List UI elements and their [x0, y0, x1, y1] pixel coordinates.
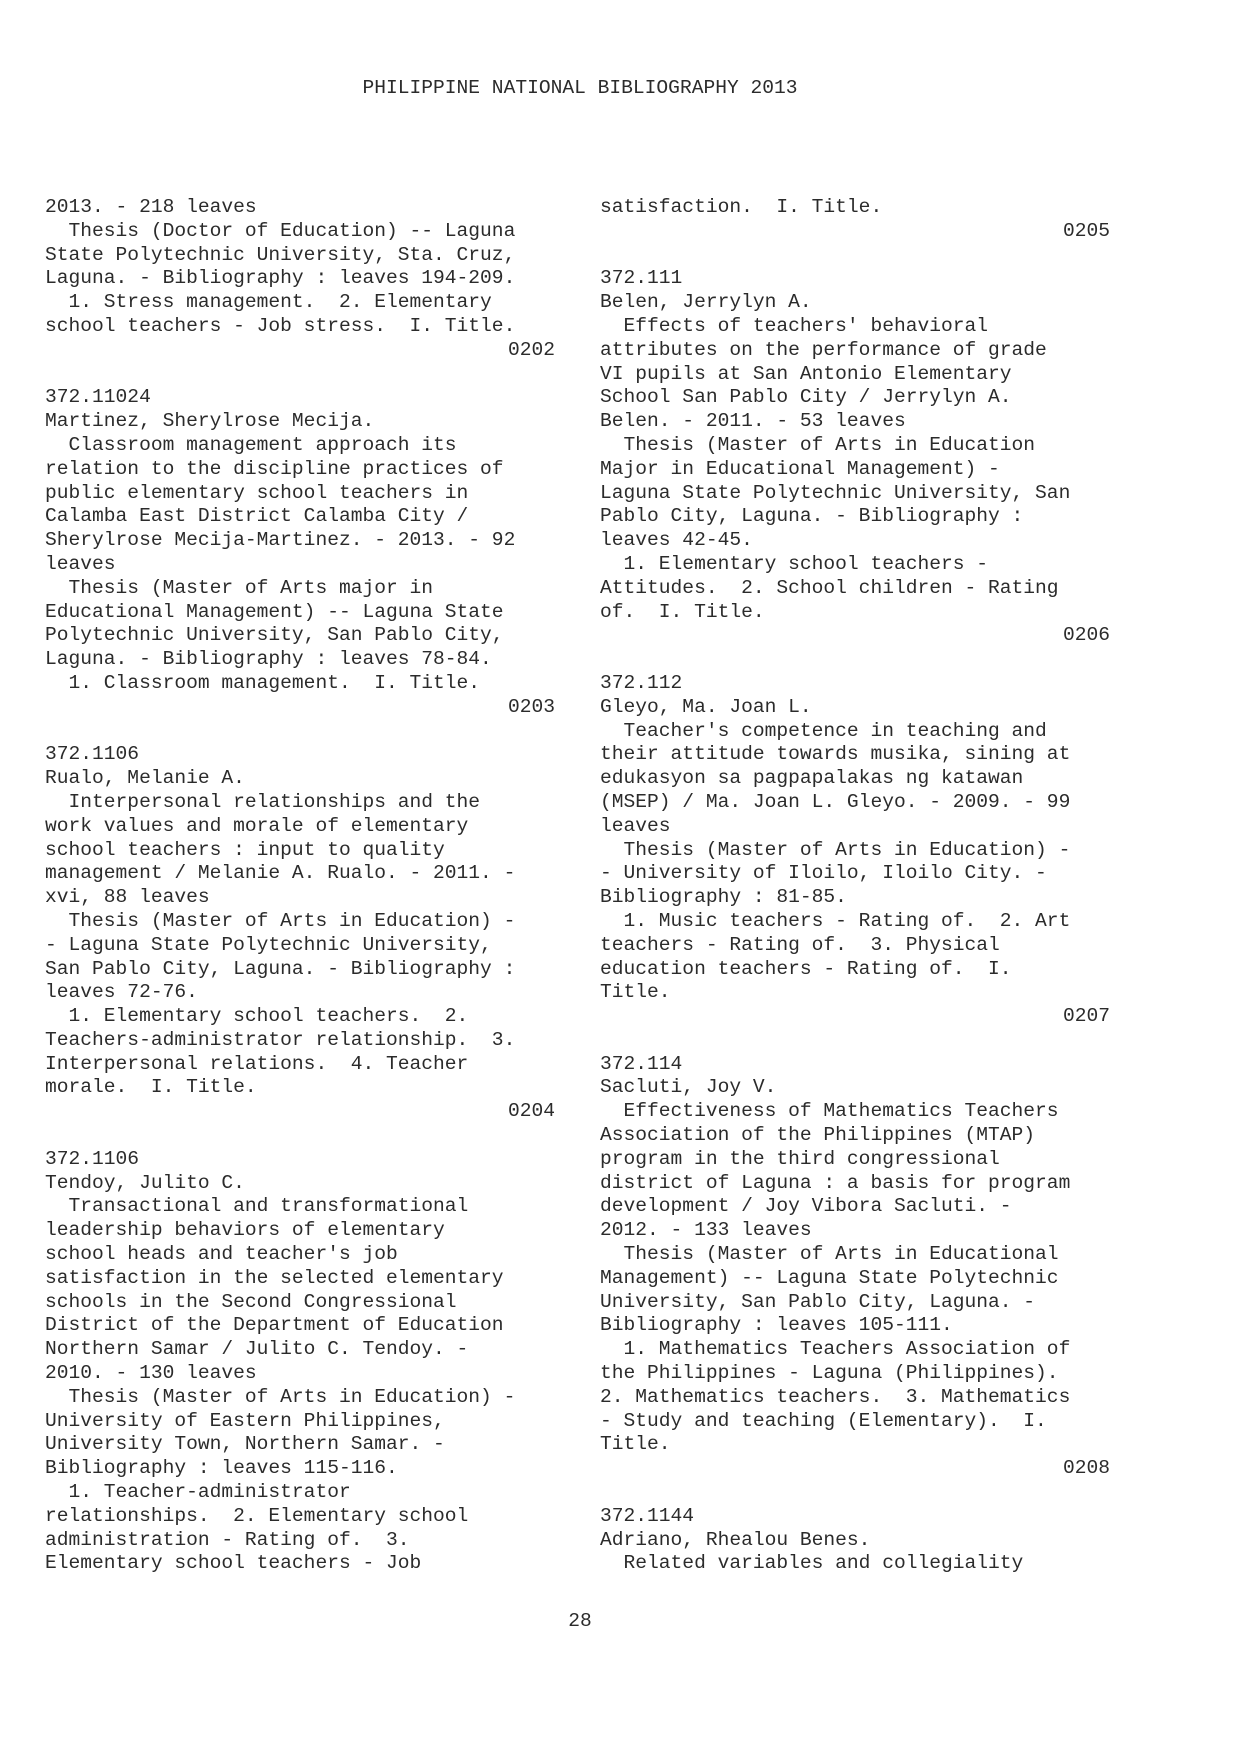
text-line: the Philippines - Laguna (Philippines).	[600, 1362, 1059, 1385]
blank-line	[600, 244, 1110, 268]
text-line: Effects of teachers' behavioral	[600, 314, 989, 337]
text-line: leaves	[45, 552, 116, 575]
text-line: Attitudes. 2. School children - Rating	[600, 576, 1059, 599]
text-line: district of Laguna : a basis for program	[600, 1171, 1071, 1194]
text-line: program in the third congressional	[600, 1147, 1000, 1170]
text-line: satisfaction in the selected elementary	[45, 1266, 504, 1289]
text-line: Thesis (Master of Arts in Educational	[600, 1243, 1059, 1266]
text-line: 372.112	[600, 671, 683, 694]
text-line: leaves	[600, 814, 671, 837]
text-line: Belen, Jerrylyn A.	[600, 291, 812, 314]
text-line: University Town, Northern Samar. -	[45, 1433, 445, 1456]
blank-line	[45, 720, 555, 744]
text-line: Sherylrose Mecija-Martinez. - 2013. - 92	[45, 529, 516, 552]
text-line: Laguna. - Bibliography : leaves 78-84.	[45, 648, 492, 671]
text-line: Classroom management approach its	[45, 433, 457, 456]
text-line: Interpersonal relations. 4. Teacher	[45, 1052, 469, 1075]
text-line: education teachers - Rating of. I.	[600, 957, 1012, 980]
text-line: Adriano, Rhealou Benes.	[600, 1528, 871, 1551]
text-line: management / Melanie A. Rualo. - 2011. -	[45, 862, 516, 885]
text-line: 372.1144	[600, 1504, 695, 1527]
entry-number: 0202	[507, 338, 555, 361]
text-line: 1. Stress management. 2. Elementary	[45, 291, 492, 314]
text-line: 372.111	[600, 267, 683, 290]
entry-number: 0208	[1062, 1457, 1110, 1480]
text-line: San Pablo City, Laguna. - Bibliography :	[45, 957, 516, 980]
text-line: relationships. 2. Elementary school	[45, 1504, 469, 1527]
text-line: Related variables and collegiality	[600, 1552, 1024, 1575]
text-line: 372.114	[600, 1052, 683, 1075]
text-line: Pablo City, Laguna. - Bibliography :	[600, 505, 1024, 528]
text-line: Laguna State Polytechnic University, San	[600, 481, 1071, 504]
text-line: Effectiveness of Mathematics Teachers	[600, 1100, 1059, 1123]
text-line: their attitude towards musika, sining at	[600, 743, 1071, 766]
text-line: Laguna. - Bibliography : leaves 194-209.	[45, 267, 516, 290]
text-line: 372.1106	[45, 1147, 140, 1170]
text-line: Bibliography : leaves 105-111.	[600, 1314, 953, 1337]
text-line: Educational Management) -- Laguna State	[45, 600, 504, 623]
text-line: Thesis (Master of Arts in Education) -	[600, 838, 1071, 861]
entry-number: 0204	[507, 1100, 555, 1123]
text-line: leaves 42-45.	[600, 529, 753, 552]
blank-line	[600, 648, 1110, 672]
text-line: 1. Teacher-administrator	[45, 1481, 351, 1504]
text-line: Title.	[600, 981, 671, 1004]
text-line: school teachers : input to quality	[45, 838, 445, 861]
blank-line	[600, 1481, 1110, 1505]
text-line: VI pupils at San Antonio Elementary	[600, 362, 1012, 385]
text-line: Thesis (Master of Arts in Education) -	[45, 1385, 516, 1408]
text-line: 2012. - 133 leaves	[600, 1219, 812, 1242]
text-line: morale. I. Title.	[45, 1076, 257, 1099]
text-line: University, San Pablo City, Laguna. -	[600, 1290, 1036, 1313]
entry-number: 0203	[507, 695, 555, 718]
text-line: 2. Mathematics teachers. 3. Mathematics	[600, 1385, 1071, 1408]
text-line: leaves 72-76.	[45, 981, 198, 1004]
text-line: 1. Elementary school teachers. 2.	[45, 1005, 469, 1028]
text-line: Transactional and transformational	[45, 1195, 469, 1218]
entry-number: 0207	[1062, 1005, 1110, 1028]
text-line: teachers - Rating of. 3. Physical	[600, 933, 1000, 956]
text-line: 1. Music teachers - Rating of. 2. Art	[600, 909, 1071, 932]
text-line: Polytechnic University, San Pablo City,	[45, 624, 504, 647]
text-line: Tendoy, Julito C.	[45, 1171, 245, 1194]
text-line: 1. Elementary school teachers -	[600, 552, 989, 575]
text-line: - University of Iloilo, Iloilo City. -	[600, 862, 1047, 885]
text-line: 1. Classroom management. I. Title.	[45, 671, 481, 694]
text-line: Gleyo, Ma. Joan L.	[600, 695, 812, 718]
text-line: satisfaction. I. Title.	[600, 196, 883, 218]
blank-line	[45, 1124, 555, 1148]
page-header: PHILIPPINE NATIONAL BIBLIOGRAPHY 2013	[362, 77, 798, 99]
text-line: (MSEP) / Ma. Joan L. Gleyo. - 2009. - 99	[600, 790, 1071, 813]
entry-number: 0205	[1062, 219, 1110, 242]
text-line: school heads and teacher's job	[45, 1243, 398, 1266]
text-line: 2010. - 130 leaves	[45, 1362, 257, 1385]
right-column	[600, 196, 1110, 1576]
text-line: school teachers - Job stress. I. Title.	[45, 314, 516, 337]
text-line: 372.11024	[45, 386, 151, 409]
text-line: Teachers-administrator relationship. 3.	[45, 1028, 516, 1051]
text-line: relation to the discipline practices of	[45, 457, 504, 480]
text-line: 2013. - 218 leaves	[45, 196, 257, 218]
text-line: administration - Rating of. 3.	[45, 1528, 410, 1551]
text-line: University of Eastern Philippines,	[45, 1409, 445, 1432]
text-line: Major in Educational Management) -	[600, 457, 1000, 480]
text-line: Association of the Philippines (MTAP)	[600, 1124, 1036, 1147]
text-line: leadership behaviors of elementary	[45, 1219, 445, 1242]
text-line: Belen. - 2011. - 53 leaves	[600, 410, 906, 433]
text-line: public elementary school teachers in	[45, 481, 469, 504]
entry-number: 0206	[1062, 624, 1110, 647]
text-line: Thesis (Doctor of Education) -- Laguna	[45, 219, 516, 242]
text-line: Elementary school teachers - Job	[45, 1552, 422, 1575]
text-line: Thesis (Master of Arts in Education	[600, 433, 1036, 456]
text-line: Bibliography : 81-85.	[600, 886, 847, 909]
text-line: edukasyon sa pagpapalakas ng katawan	[600, 767, 1024, 790]
text-line: State Polytechnic University, Sta. Cruz,	[45, 243, 516, 266]
text-line: School San Pablo City / Jerrylyn A.	[600, 386, 1012, 409]
text-line: Management) -- Laguna State Polytechnic	[600, 1266, 1059, 1289]
text-line: of. I. Title.	[600, 600, 765, 623]
text-line: attributes on the performance of grade	[600, 338, 1047, 361]
text-line: 372.1106	[45, 743, 140, 766]
text-line: schools in the Second Congressional	[45, 1290, 457, 1313]
text-line: work values and morale of elementary	[45, 814, 469, 837]
blank-line	[600, 1029, 1110, 1053]
text-line: Sacluti, Joy V.	[600, 1076, 777, 1099]
text-line: Northern Samar / Julito C. Tendoy. -	[45, 1338, 469, 1361]
text-line: Thesis (Master of Arts in Education) -	[45, 909, 516, 932]
text-line: - Study and teaching (Elementary). I.	[600, 1409, 1047, 1432]
text-line: Title.	[600, 1433, 671, 1456]
text-line: xvi, 88 leaves	[45, 886, 210, 909]
text-line: - Laguna State Polytechnic University,	[45, 933, 492, 956]
text-line: Martinez, Sherylrose Mecija.	[45, 410, 375, 433]
page-number: 28	[568, 1610, 592, 1632]
text-line: Interpersonal relationships and the	[45, 790, 481, 813]
text-line: Bibliography : leaves 115-116.	[45, 1457, 398, 1480]
left-column	[45, 196, 555, 1576]
text-line: Rualo, Melanie A.	[45, 767, 245, 790]
text-line: Teacher's competence in teaching and	[600, 719, 1047, 742]
text-line: 1. Mathematics Teachers Association of	[600, 1338, 1071, 1361]
blank-line	[45, 363, 555, 387]
text-line: Calamba East District Calamba City /	[45, 505, 469, 528]
text-line: Thesis (Master of Arts major in	[45, 576, 434, 599]
text-line: District of the Department of Education	[45, 1314, 504, 1337]
text-line: development / Joy Vibora Sacluti. -	[600, 1195, 1012, 1218]
